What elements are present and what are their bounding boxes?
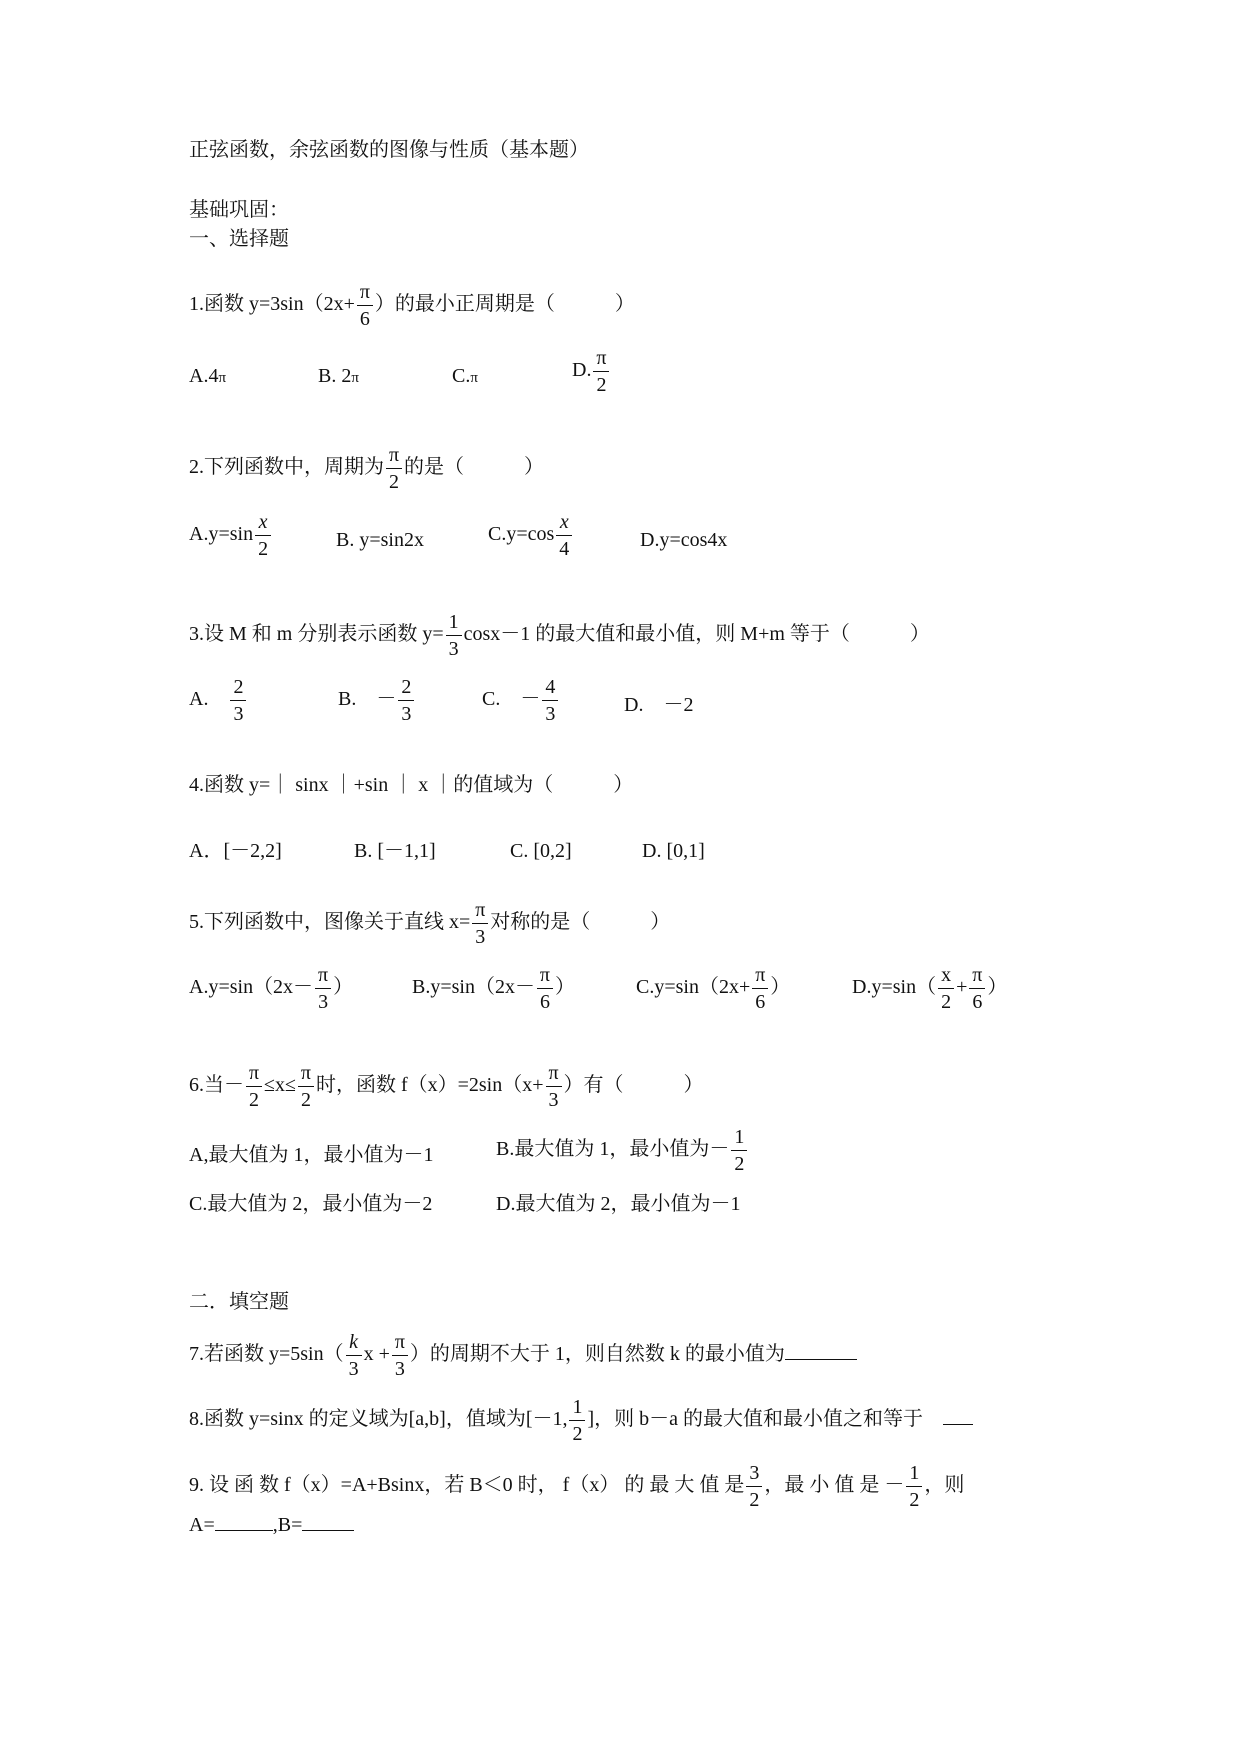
question-8: 8.函数 y=sinx 的定义域为[a,b]，值域为[－1, $\frac{1}{2}$ ]，则 b－a 的最大值和最小值之和等于 xyxy=(189,1397,973,1444)
section-choice: 一、选择题 xyxy=(189,228,289,250)
q4-option-b: B. [－1,1] xyxy=(354,840,436,862)
question-1: 1.函数 y=3sin（2x+ $\frac{\pi}{6}$ ）的最小正周期是（ ） xyxy=(189,281,635,330)
q1-option-b: B. 2π xyxy=(318,365,359,387)
question-9: 9. 设 函 数 f（x）=A+Bsinx，若 B＜0 时， f（x） 的 最 大 值 是 $\frac{3}{2}$ ，最 小 值 是 － $\frac{1}{2}$ ，则 xyxy=(189,1462,965,1511)
page-title: 正弦函数，余弦函数的图像与性质（基本题） xyxy=(189,139,589,161)
q5-option-b: B.y=sin（2x－ $\frac{\pi}{6}$ ） xyxy=(412,964,575,1013)
q6-option-c: C.最大值为 2，最小值为－2 xyxy=(189,1193,433,1215)
q4-option-c: C. [0,2] xyxy=(510,840,572,862)
q2-option-d: D.y=cos4x xyxy=(640,529,728,551)
question-5: 5.下列函数中，图像关于直线 x= $\frac{\pi}{3}$ 对称的是（ ） xyxy=(189,899,671,948)
answer-blank-b[interactable] xyxy=(302,1512,354,1531)
q5-option-a: A.y=sin（2x－ $\frac{\pi}{3}$ ） xyxy=(189,964,354,1013)
q2-option-b: B. y=sin2x xyxy=(336,529,424,551)
q2-option-c: C.y=cos $\frac{x}{4}$ xyxy=(488,512,574,559)
question-7: 7.若函数 y=5sin（ $\frac{k}{3}$ x + $\frac{\pi}{3}$ ）的周期不大于 1，则自然数 k 的最小值为 xyxy=(189,1332,857,1379)
q3-option-c: C. － $\frac{4}{3}$ xyxy=(482,677,560,724)
answer-blank[interactable] xyxy=(943,1406,973,1425)
question-9-answers: A= ,B= xyxy=(189,1512,354,1538)
q2-option-a: A.y=sin $\frac{x}{2}$ xyxy=(189,512,273,559)
q1-option-c: C.π xyxy=(452,365,478,387)
section-fill: 二．填空题 xyxy=(189,1291,289,1313)
q3-option-b: B. － $\frac{2}{3}$ xyxy=(338,677,416,724)
q5-option-c: C.y=sin（2x+ $\frac{\pi}{6}$ ） xyxy=(636,964,791,1013)
q1-option-a: A.4π xyxy=(189,365,227,387)
q6-option-d: D.最大值为 2，最小值为－1 xyxy=(496,1193,741,1215)
q6-option-b: B.最大值为 1，最小值为－ $\frac{1}{2}$ xyxy=(496,1127,749,1174)
q5-option-d: D.y=sin（ $\frac{x}{2}$ + $\frac{\pi}{6}$ ） xyxy=(852,964,1008,1013)
q3-option-a: A. $\frac{2}{3}$ xyxy=(189,677,248,724)
q4-option-d: D. [0,1] xyxy=(642,840,705,862)
section-basic: 基础巩固： xyxy=(189,199,289,221)
question-2: 2.下列函数中，周期为 $\frac{\pi}{2}$ 的是（ ） xyxy=(189,444,544,493)
question-6: 6.当－ $\frac{\pi}{2}$ ≤x≤ $\frac{\pi}{2}$ 时，函数 f（x）=2sin（x+ $\frac{\pi}{3}$ ）有（ ） xyxy=(189,1062,704,1111)
fraction: $\frac{\pi}{6}$ xyxy=(357,282,373,329)
q4-option-a: A．[－2,2] xyxy=(189,840,282,862)
question-3: 3.设 M 和 m 分别表示函数 y= $\frac{1}{3}$ cosx－1 的最大值和最小值，则 M+m 等于（ ） xyxy=(189,611,930,660)
q3-option-d: D. －2 xyxy=(624,694,694,716)
answer-blank[interactable] xyxy=(785,1341,857,1360)
question-4: 4.函数 y=｜ sinx ｜+sin ｜ x ｜的值域为（ ） xyxy=(189,774,634,796)
q1-option-d: D. $\frac{\pi}{2}$ xyxy=(572,348,611,395)
answer-blank-a[interactable] xyxy=(215,1512,273,1531)
q6-option-a: A,最大值为 1，最小值为－1 xyxy=(189,1144,434,1166)
